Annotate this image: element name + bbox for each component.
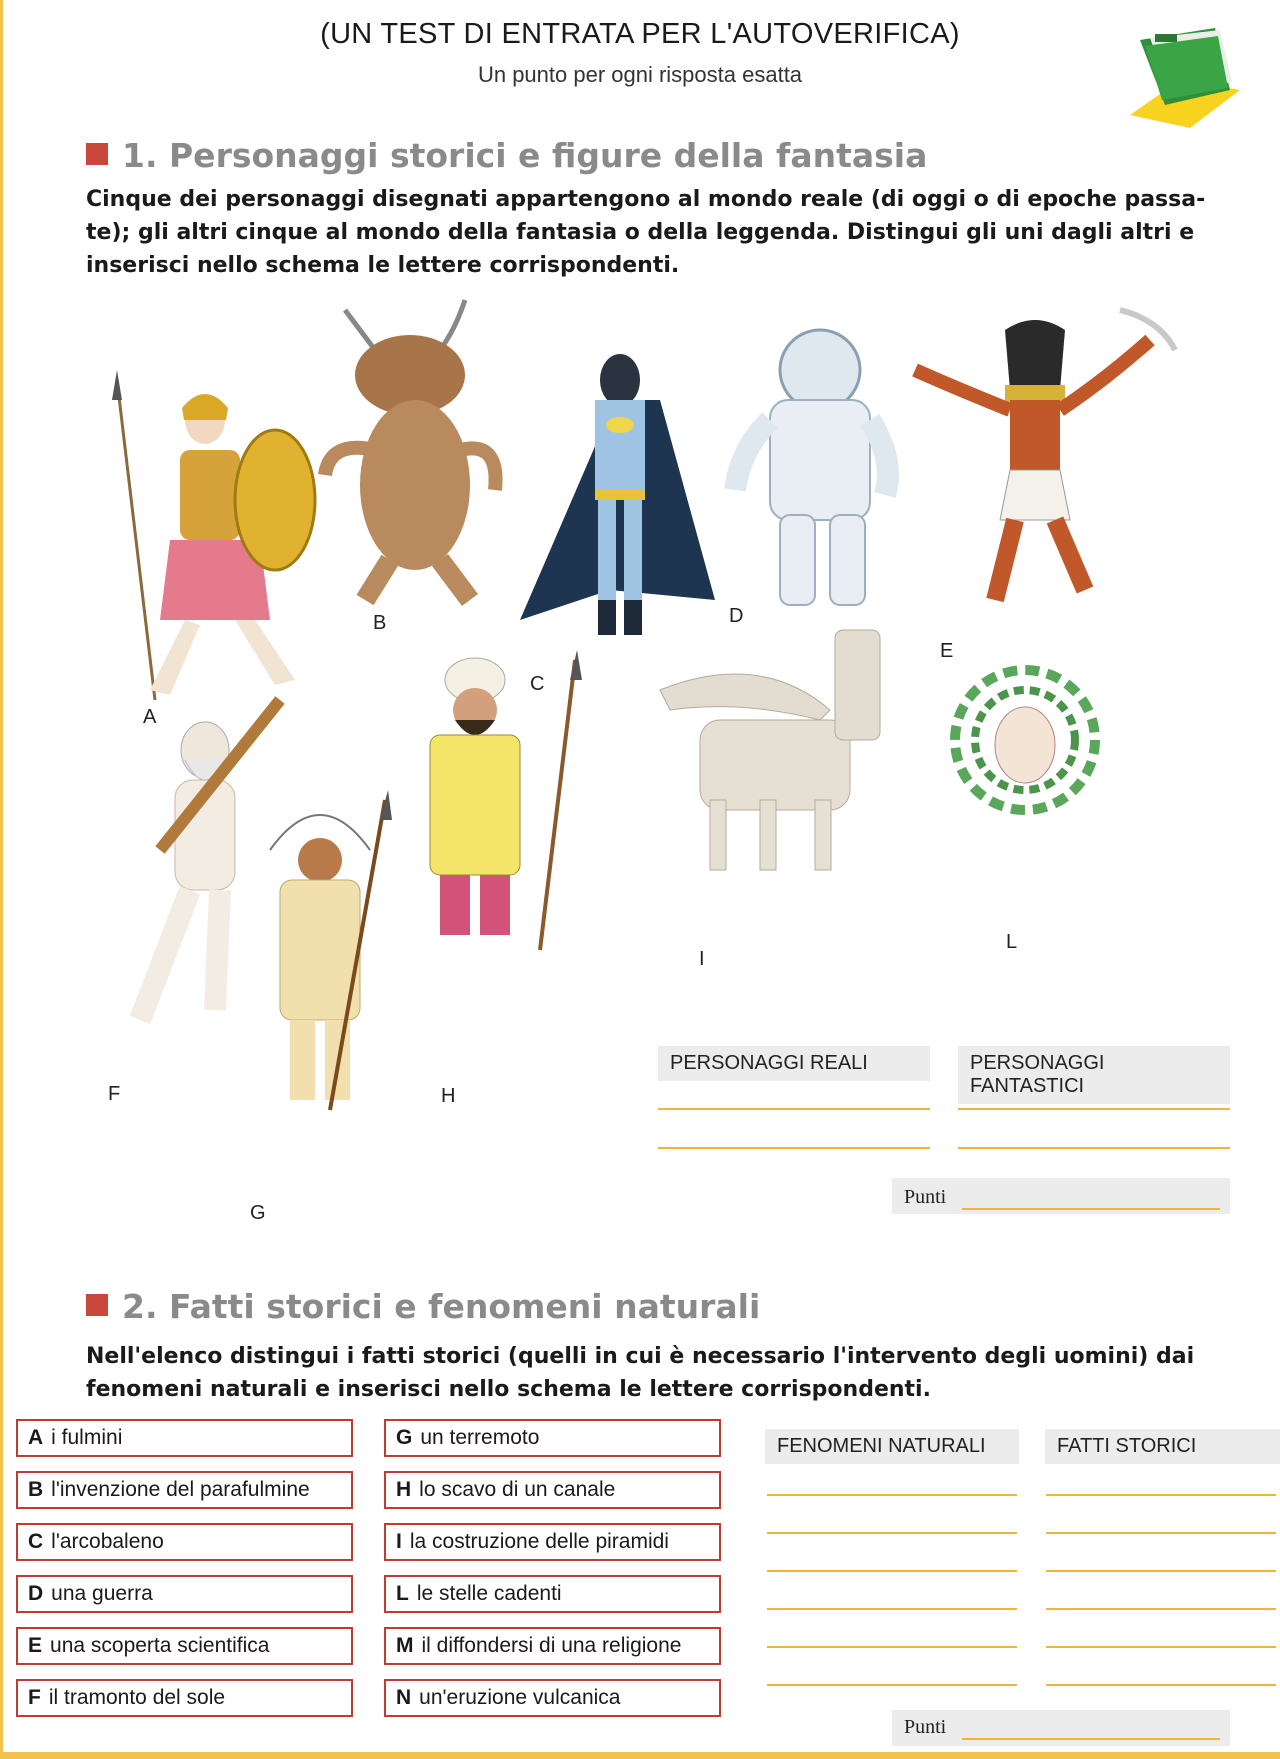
folder-icon — [1120, 20, 1250, 130]
answer-line[interactable] — [767, 1684, 1017, 1686]
score-line[interactable] — [962, 1208, 1220, 1210]
figure-label-b: B — [369, 612, 390, 635]
answer-line[interactable] — [767, 1646, 1017, 1648]
figure-label-a: A — [139, 706, 160, 729]
item-letter: D — [28, 1582, 44, 1605]
section-marker — [86, 1294, 108, 1316]
figure-minotaur — [325, 300, 496, 600]
item-text: una scoperta scientifica — [50, 1634, 270, 1657]
answer-line[interactable] — [958, 1108, 1230, 1110]
item-letter: C — [28, 1530, 44, 1553]
item-text: la costruzione delle piramidi — [409, 1530, 669, 1553]
figure-ottoman — [430, 650, 582, 950]
figure-astronaut — [735, 330, 888, 605]
item-letter: M — [396, 1634, 414, 1657]
answer-line[interactable] — [1046, 1608, 1276, 1610]
list-item — [16, 1419, 353, 1457]
section1-title: Personaggi storici e figure della fantasia — [169, 136, 928, 175]
list-item — [384, 1471, 721, 1509]
characters-illustration — [0, 290, 1280, 1250]
figure-label-f: F — [104, 1083, 124, 1106]
figure-label-h: H — [437, 1085, 459, 1108]
page-subtitle: Un punto per ogni risposta esatta — [477, 62, 803, 87]
answer-line[interactable] — [767, 1494, 1017, 1496]
list-item — [384, 1575, 721, 1613]
section1-instructions — [86, 183, 1216, 282]
instruction-line: te); gli altri cinque al mondo della fantasia o della leggenda. Distingui gli uni dagli altri e — [86, 220, 1195, 245]
figure-label-l: L — [1002, 931, 1021, 954]
item-letter: A — [28, 1426, 44, 1449]
page-bottom-rule — [0, 1752, 1280, 1759]
instruction-line: fenomeni naturali e inserisci nello schema le lettere corrispondenti. — [86, 1377, 931, 1402]
section1-heading — [86, 136, 927, 175]
answer-line[interactable] — [767, 1532, 1017, 1534]
instruction-line: inserisci nello schema le lettere corrispondenti. — [86, 253, 680, 278]
instruction-line: Cinque dei personaggi disegnati appartengono al mondo reale (di oggi o di epoche passa- — [86, 187, 1206, 212]
item-text: l'arcobaleno — [51, 1530, 164, 1553]
list-item — [16, 1471, 353, 1509]
item-letter: E — [28, 1634, 43, 1657]
column-header-reali: PERSONAGGI REALI — [658, 1046, 930, 1081]
figure-label-g: G — [246, 1202, 270, 1225]
answer-line[interactable] — [1046, 1646, 1276, 1648]
list-item — [384, 1679, 721, 1717]
section1-number: 1. — [122, 136, 158, 175]
column-header-fantastici: PERSONAGGI FANTASTICI — [958, 1046, 1230, 1104]
figure-hercules — [140, 700, 280, 1020]
item-text: un'eruzione vulcanica — [419, 1686, 621, 1709]
section2-title: Fatti storici e fenomeni naturali — [169, 1287, 761, 1326]
item-text: le stelle cadenti — [416, 1582, 562, 1605]
item-letter: B — [28, 1478, 44, 1501]
figure-batman — [520, 354, 715, 635]
item-letter: F — [28, 1686, 41, 1709]
figure-roman-soldier — [112, 370, 315, 700]
item-letter: L — [396, 1582, 409, 1605]
answer-line[interactable] — [1046, 1532, 1276, 1534]
section2-heading — [86, 1287, 760, 1326]
list-item — [16, 1523, 353, 1561]
section2-instructions — [86, 1340, 1236, 1406]
column-header-fatti: FATTI STORICI — [1045, 1429, 1280, 1464]
item-text: il diffondersi di una religione — [421, 1634, 682, 1657]
answer-line[interactable] — [1046, 1684, 1276, 1686]
figure-lamassu — [660, 630, 880, 870]
figure-native-american — [270, 790, 392, 1110]
figure-medusa — [955, 670, 1095, 810]
figure-label-i: I — [695, 948, 709, 971]
list-item — [16, 1575, 353, 1613]
item-text: lo scavo di un canale — [419, 1478, 616, 1501]
answer-line[interactable] — [958, 1147, 1230, 1149]
item-text: l'invenzione del parafulmine — [51, 1478, 310, 1501]
list-item — [16, 1679, 353, 1717]
item-text: il tramonto del sole — [48, 1686, 226, 1709]
answer-line[interactable] — [658, 1147, 930, 1149]
page-title: (UN TEST DI ENTRATA PER L'AUTOVERIFICA) — [320, 18, 960, 50]
column-header-fenomeni: FENOMENI NATURALI — [765, 1429, 1019, 1464]
score-label: Punti — [904, 1716, 947, 1738]
section-marker — [86, 143, 108, 165]
list-item — [16, 1627, 353, 1665]
section2-number: 2. — [122, 1287, 158, 1326]
answer-line[interactable] — [1046, 1570, 1276, 1572]
figure-egyptian — [915, 310, 1175, 600]
figure-label-c: C — [526, 673, 548, 696]
answer-line[interactable] — [658, 1108, 930, 1110]
answer-line[interactable] — [1046, 1494, 1276, 1496]
list-item — [384, 1419, 721, 1457]
answer-line[interactable] — [767, 1608, 1017, 1610]
item-letter: N — [396, 1686, 412, 1709]
figure-label-e: E — [936, 640, 957, 663]
item-letter: I — [396, 1530, 402, 1553]
item-letter: H — [396, 1478, 412, 1501]
score-label: Punti — [904, 1186, 947, 1208]
score-line[interactable] — [962, 1738, 1220, 1740]
list-item — [384, 1627, 721, 1665]
item-text: un terremoto — [420, 1426, 540, 1449]
item-letter: G — [396, 1426, 413, 1449]
instruction-line: Nell'elenco distingui i fatti storici (quelli in cui è necessario l'intervento degli uomini) dai — [86, 1344, 1195, 1369]
answer-line[interactable] — [767, 1570, 1017, 1572]
item-text: una guerra — [51, 1582, 153, 1605]
figure-label-d: D — [725, 605, 747, 628]
list-item — [384, 1523, 721, 1561]
item-text: i fulmini — [51, 1426, 123, 1449]
